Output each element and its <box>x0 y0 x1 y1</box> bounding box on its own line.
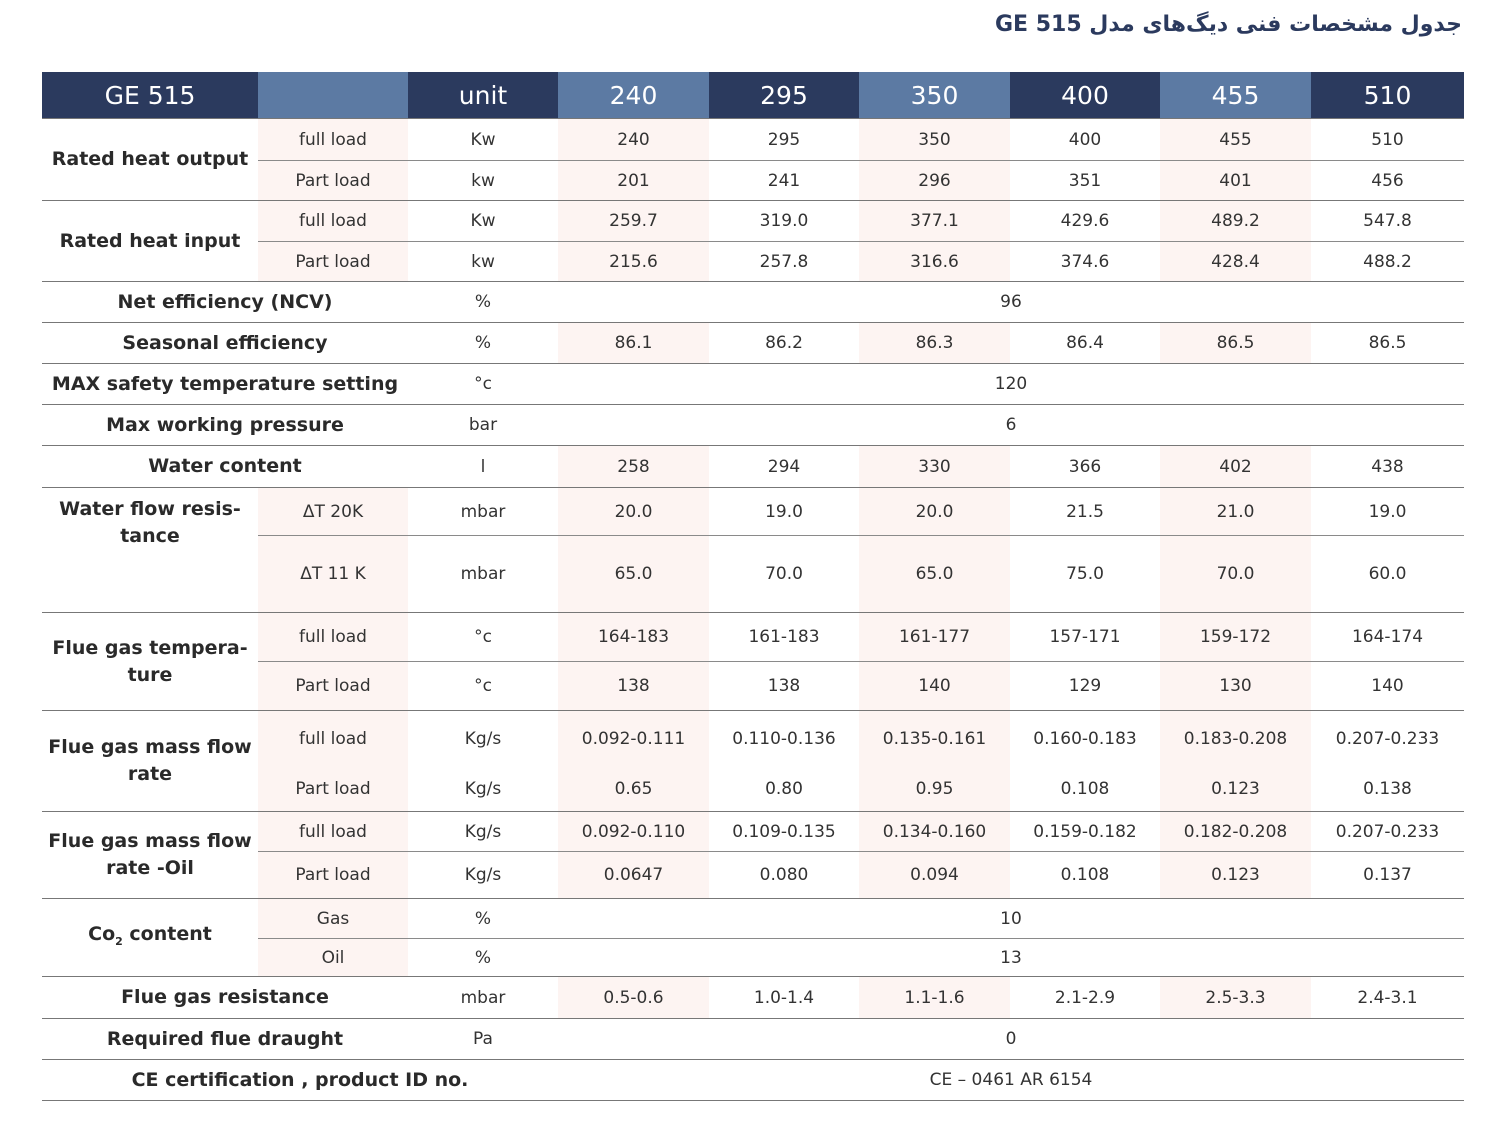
sub-label: Gas <box>258 899 408 939</box>
value-cell: 201 <box>558 161 709 201</box>
row-label-line: ture <box>127 663 173 686</box>
table-row <box>42 282 1464 323</box>
value-cell: 294 <box>709 446 859 488</box>
value-cell: 0.123 <box>1160 852 1311 899</box>
value-cell: 70.0 <box>709 536 859 613</box>
value-cell: 428.4 <box>1160 242 1311 282</box>
value-cell: CE – 0461 AR 6154 <box>558 1060 1464 1101</box>
value-cell: 547.8 <box>1311 201 1464 242</box>
row-label-line: Flue gas mass flow <box>48 830 252 852</box>
value-cell: 0.0647 <box>558 852 709 899</box>
value-cell: 86.3 <box>859 323 1010 364</box>
unit-cell: % <box>408 899 558 939</box>
value-cell: 330 <box>859 446 1010 488</box>
value-cell: 0.137 <box>1311 852 1464 899</box>
value-cell: 161-177 <box>859 613 1010 662</box>
value-cell: 0.5-0.6 <box>558 977 709 1019</box>
value-cell: 0 <box>558 1019 1464 1060</box>
value-cell: 0.109-0.135 <box>709 812 859 852</box>
value-cell: 140 <box>859 662 1010 711</box>
row-label-line: rate <box>127 763 173 785</box>
sub-label: Oil <box>258 939 408 977</box>
value-cell: 2.1-2.9 <box>1010 977 1160 1019</box>
header-size: 240 <box>558 72 709 119</box>
value-cell: 70.0 <box>1160 536 1311 613</box>
unit-cell: % <box>408 282 558 323</box>
value-cell: 0.160-0.183 <box>1010 711 1160 767</box>
unit-cell: °c <box>408 613 558 662</box>
value-cell: 138 <box>558 662 709 711</box>
value-cell: 438 <box>1311 446 1464 488</box>
value-cell: 60.0 <box>1311 536 1464 613</box>
row-label <box>42 812 258 899</box>
table-row <box>42 812 1464 852</box>
page-title: جدول مشخصات فنی دیگ‌های مدل GE 515 <box>994 12 1462 37</box>
row-label <box>42 711 258 812</box>
sub-label: ΔT 20K <box>258 488 408 536</box>
row-label-line: Flue gas tempera- <box>52 636 248 659</box>
value-cell: 240 <box>558 119 709 161</box>
value-cell: 489.2 <box>1160 201 1311 242</box>
sub-label: full load <box>258 711 408 767</box>
unit-cell: Kg/s <box>464 778 502 799</box>
value-cell: 0.092-0.111 <box>558 711 709 767</box>
value-cell: 21.0 <box>1160 488 1311 536</box>
value-cell: 1.0-1.4 <box>709 977 859 1019</box>
row-label-line: Flue gas mass flow <box>48 736 252 758</box>
value-cell: 400 <box>1010 119 1160 161</box>
value-cell: 0.134-0.160 <box>859 812 1010 852</box>
unit-cell: Kg/s <box>408 812 558 852</box>
header-size: 350 <box>859 72 1010 119</box>
row-label: Water content <box>42 446 408 488</box>
table-row <box>42 1019 1464 1060</box>
value-cell: 130 <box>1160 662 1311 711</box>
value-cell: 0.135-0.161 <box>859 711 1010 767</box>
header-size: 400 <box>1010 72 1160 119</box>
table-row <box>42 405 1464 446</box>
value-cell: 86.2 <box>709 323 859 364</box>
value-cell: 0.207-0.233 <box>1311 812 1464 852</box>
sub-label: Part load <box>258 852 408 899</box>
row-label <box>42 488 258 613</box>
table-row <box>42 119 1464 161</box>
table-row <box>42 201 1464 242</box>
value-cell: 19.0 <box>709 488 859 536</box>
row-label: Required flue draught <box>42 1019 408 1060</box>
unit-cell: % <box>408 939 558 977</box>
value-cell: 0.094 <box>859 852 1010 899</box>
value-cell: 401 <box>1160 161 1311 201</box>
table-row <box>42 977 1464 1019</box>
row-label-subscript: 2 <box>115 934 123 948</box>
value-cell: 429.6 <box>1010 201 1160 242</box>
value-cell: 2.4-3.1 <box>1311 977 1464 1019</box>
value-cell: 164-183 <box>558 613 709 662</box>
header-size: 510 <box>1311 72 1464 119</box>
value-cell: 0.65 <box>558 767 709 812</box>
value-cell: 138 <box>709 662 859 711</box>
value-cell: 86.5 <box>1160 323 1311 364</box>
unit-cell: kw <box>408 161 558 201</box>
value-cell: 161-183 <box>709 613 859 662</box>
value-cell: 510 <box>1311 119 1464 161</box>
unit-cell: °c <box>408 662 558 711</box>
value-cell: 129 <box>1010 662 1160 711</box>
value-cell: 295 <box>709 119 859 161</box>
value-cell: 86.5 <box>1311 323 1464 364</box>
value-cell: 455 <box>1160 119 1311 161</box>
value-cell: 488.2 <box>1311 242 1464 282</box>
value-cell: 350 <box>859 119 1010 161</box>
value-cell: 0.110-0.136 <box>709 711 859 767</box>
unit-cell: % <box>408 323 558 364</box>
value-cell: 0.123 <box>1160 767 1311 812</box>
value-cell: 241 <box>709 161 859 201</box>
sub-label: Part load <box>258 767 408 812</box>
row-label: CE certification , product ID no. <box>42 1060 558 1101</box>
row-label <box>42 613 258 711</box>
value-cell: 75.0 <box>1010 536 1160 613</box>
value-cell: 96 <box>558 282 1464 323</box>
value-cell: 319.0 <box>709 201 859 242</box>
header-model: GE 515 <box>42 72 258 119</box>
value-cell: 86.1 <box>558 323 709 364</box>
table-row <box>42 323 1464 364</box>
value-cell: 0.108 <box>1060 778 1110 799</box>
value-cell: 21.5 <box>1010 488 1160 536</box>
unit-cell: Kw <box>408 201 558 242</box>
value-cell: 0.159-0.182 <box>1010 812 1160 852</box>
unit-cell: Kg/s <box>408 852 558 899</box>
unit-cell: °c <box>408 364 558 405</box>
table-row <box>42 899 1464 939</box>
value-cell: 157-171 <box>1010 613 1160 662</box>
value-cell: 259.7 <box>558 201 709 242</box>
row-label-line: rate -Oil <box>106 857 194 879</box>
sub-label: full load <box>258 812 408 852</box>
value-cell: 0.108 <box>1010 852 1160 899</box>
value-cell: 20.0 <box>859 488 1010 536</box>
value-cell: 374.6 <box>1010 242 1160 282</box>
row-label: Seasonal efficiency <box>42 323 408 364</box>
value-cell: 351 <box>1010 161 1160 201</box>
row-label: Max working pressure <box>42 405 408 446</box>
row-label-line: tance <box>120 525 180 547</box>
header-blank <box>258 72 408 119</box>
value-cell: 120 <box>558 364 1464 405</box>
value-cell: 1.1-1.6 <box>859 977 1010 1019</box>
header-size: 295 <box>709 72 859 119</box>
value-cell: 140 <box>1311 662 1464 711</box>
value-cell: 10 <box>558 899 1464 939</box>
value-cell: 0.080 <box>709 852 859 899</box>
unit-cell: Kw <box>408 119 558 161</box>
value-cell: 257.8 <box>709 242 859 282</box>
value-cell: 6 <box>558 405 1464 446</box>
value-cell: 296 <box>859 161 1010 201</box>
row-label: MAX safety temperature setting <box>42 364 408 405</box>
header-row <box>42 72 1464 119</box>
row-label: Rated heat input <box>42 201 258 282</box>
value-cell: 65.0 <box>859 536 1010 613</box>
unit-cell: mbar <box>408 977 558 1019</box>
sub-label: ΔT 11 K <box>258 536 408 613</box>
value-cell: 402 <box>1160 446 1311 488</box>
value-cell: 65.0 <box>558 536 709 613</box>
value-cell: 0.95 <box>859 767 1010 812</box>
value-cell: 0.183-0.208 <box>1160 711 1311 767</box>
header-unit: unit <box>408 72 558 119</box>
table-row <box>42 711 1464 767</box>
sub-label: full load <box>258 201 408 242</box>
unit-cell: kw <box>408 242 558 282</box>
sub-label: Part load <box>258 662 408 711</box>
value-cell: 20.0 <box>558 488 709 536</box>
value-cell: 366 <box>1010 446 1160 488</box>
value-cell: 0.80 <box>765 778 803 799</box>
table-row <box>42 446 1464 488</box>
value-cell: 2.5-3.3 <box>1160 977 1311 1019</box>
value-cell: 13 <box>558 939 1464 977</box>
sub-label: full load <box>258 613 408 662</box>
table-row <box>42 613 1464 662</box>
value-cell: 215.6 <box>558 242 709 282</box>
sub-label: Part load <box>258 161 408 201</box>
unit-cell: l <box>408 446 558 488</box>
row-label: Flue gas resistance <box>42 977 408 1019</box>
sub-label: full load <box>258 119 408 161</box>
spec-table <box>42 72 1464 1101</box>
sub-label: Part load <box>258 242 408 282</box>
value-cell: 0.138 <box>1363 778 1412 799</box>
value-cell: 86.4 <box>1010 323 1160 364</box>
value-cell: 19.0 <box>1311 488 1464 536</box>
table-row <box>42 488 1464 536</box>
row-label: Net efficiency (NCV) <box>42 282 408 323</box>
value-cell: 456 <box>1311 161 1464 201</box>
unit-cell: Pa <box>408 1019 558 1060</box>
header-size: 455 <box>1160 72 1311 119</box>
value-cell: 316.6 <box>859 242 1010 282</box>
value-cell: 258 <box>558 446 709 488</box>
row-label <box>42 899 258 977</box>
row-label-line: Water flow resis- <box>59 498 241 520</box>
table-row <box>42 364 1464 405</box>
table-row <box>42 1060 1464 1101</box>
unit-cell: mbar <box>408 488 558 536</box>
value-cell: 0.092-0.110 <box>558 812 709 852</box>
value-cell: 164-174 <box>1311 613 1464 662</box>
unit-cell: bar <box>408 405 558 446</box>
value-cell: 0.207-0.233 <box>1311 711 1464 767</box>
row-label: Rated heat output <box>42 119 258 201</box>
value-cell: 377.1 <box>859 201 1010 242</box>
unit-cell: Kg/s <box>408 711 558 767</box>
value-cell: 0.182-0.208 <box>1160 812 1311 852</box>
value-cell: 159-172 <box>1160 613 1311 662</box>
row-label-text: content <box>122 922 212 945</box>
row-label-text: Co <box>88 922 116 945</box>
unit-cell: mbar <box>408 536 558 613</box>
